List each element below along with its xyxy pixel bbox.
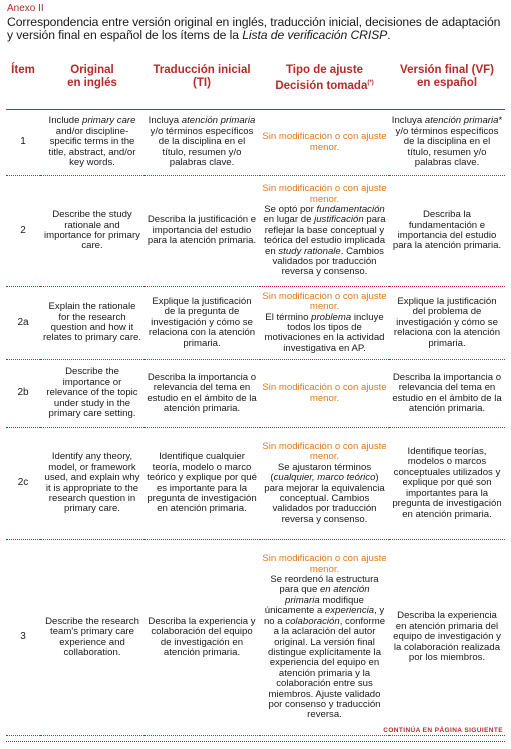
adjustment-status: Sin modificación o con ajuste menor. bbox=[262, 382, 387, 404]
original-english-cell: Describe the importance or relevance of the topic under study in the primary care setting. bbox=[40, 360, 144, 428]
version-final-cell: Explique la justificación del problema de investigación y cómo se relaciona con la atención primaria. bbox=[389, 287, 505, 360]
title-italic: Lista de verificación CRISP bbox=[242, 28, 388, 42]
adjustment-status: Sin modificación o con ajuste menor. bbox=[262, 440, 387, 463]
table-row bbox=[6, 360, 505, 428]
traduccion-inicial-cell: Explique la justificación de la pregunta de investigación y cómo se relaciona con la atención primaria. bbox=[144, 287, 260, 360]
header-tipo-footnote-mark: (*) bbox=[367, 80, 374, 86]
header-tipo-ajuste bbox=[260, 60, 389, 110]
tipo-ajuste-cell bbox=[260, 428, 389, 540]
item-number: 2c bbox=[6, 428, 40, 540]
item-number: 2a bbox=[6, 287, 40, 360]
tipo-ajuste-cell bbox=[260, 110, 389, 176]
correspondence-table bbox=[6, 60, 505, 736]
header-original-line1: Original bbox=[70, 64, 114, 76]
original-english-cell: Describe the research team's primary care experience and collaboration. bbox=[40, 540, 144, 736]
title-end: . bbox=[387, 28, 391, 42]
traduccion-inicial-cell: Identifique cualquier teoría, modelo o marco teórico y explique por qué es importante para la pregunta de investigación en atención primaria. bbox=[144, 428, 260, 540]
version-final-cell: Describa la experiencia en atención primaria del equipo de investigación y la colaboración realizada por los miembros. bbox=[389, 540, 505, 736]
decision-text: Se ajustaron términos (cualquier, marco teórico) para mejorar la equivalencia conceptual. Cambios validados por traducción reversa y consenso. bbox=[264, 461, 385, 525]
final-italic-term: atención primaria bbox=[424, 115, 499, 127]
tipo-ajuste-cell bbox=[260, 287, 389, 360]
decision-italic-term: problema bbox=[311, 311, 352, 323]
traduccion-inicial-cell: Incluya atención primaria y/o términos específicos de la disciplina en el título, resumen y/o palabras clave. bbox=[144, 110, 260, 176]
original-english-cell: Describe the study rationale and importance for primary care. bbox=[40, 176, 144, 287]
tipo-ajuste-cell bbox=[260, 360, 389, 428]
tipo-ajuste-cell bbox=[260, 176, 389, 287]
header-item bbox=[6, 60, 40, 110]
decision-italic-term: study rationale bbox=[278, 245, 341, 257]
header-final-line1: Versión final (VF) bbox=[400, 64, 494, 76]
decision-italic-term: experiencia bbox=[325, 605, 375, 617]
title-text: Correspondencia entre versión original en inglés, traducción inicial, decisiones de adaptación y versión final en español de los ítems de la bbox=[7, 15, 501, 42]
header-original-line2: en inglés bbox=[67, 77, 117, 89]
traduccion-inicial-cell: Describa la importancia o relevancia del tema en estudio en el ámbito de la atención primaria. bbox=[144, 360, 260, 428]
adjustment-status: Sin modificación o con ajuste menor. bbox=[262, 553, 387, 575]
table-row bbox=[6, 428, 505, 540]
version-final-cell: Incluya atención primaria* y/o términos específicos de la disciplina en el título, resumen y/o palabras clave. bbox=[389, 110, 505, 176]
item-number: 1 bbox=[6, 110, 40, 176]
header-original bbox=[40, 60, 144, 110]
header-final-line2: en español bbox=[416, 77, 478, 89]
continues-next-page-note: CONTINÚA EN PÁGINA SIGUIENTE bbox=[383, 727, 503, 734]
header-traduccion-line1: Traducción inicial bbox=[153, 64, 251, 76]
table-row bbox=[6, 110, 505, 176]
header-tipo-line2: Decisión tomada bbox=[275, 79, 368, 92]
table-header-row bbox=[6, 60, 505, 110]
bottom-divider bbox=[6, 741, 505, 742]
table-row bbox=[6, 176, 505, 287]
traduccion-inicial-cell: Describa la experiencia y colaboración del equipo de investigación en atención primaria. bbox=[144, 540, 260, 736]
original-english-cell: Identify any theory, model, or framework used, and explain why it is appropriate to the research question in primary care. bbox=[40, 428, 144, 540]
header-item-label: Ítem bbox=[11, 64, 35, 76]
item-number: 3 bbox=[6, 540, 40, 736]
header-traduccion-line2: (TI) bbox=[193, 77, 211, 89]
header-version-final bbox=[389, 60, 505, 110]
version-final-cell: Identifique teorías, modelos o marcos conceptuales utilizados y explique por qué son importantes para la pregunta de investigación en atención primaria. bbox=[389, 428, 505, 540]
decision-text: Se reordenó la estructura para que en atención primaria modifique únicamente a experiencia, y no a colaboración, conforme a la aclaración del autor original. La versión final distingue explícitamente la experiencia del equipo en atención primaria y la colaboración entre sus miembros. Ajuste validado por consenso y traducción reversa. bbox=[263, 574, 386, 721]
version-final-cell: Describa la importancia o relevancia del tema en estudio en el ámbito de la atención primaria. bbox=[389, 360, 505, 428]
traduccion-inicial-cell: Describa la justificación e importancia del estudio para la atención primaria. bbox=[144, 176, 260, 287]
item-number: 2 bbox=[6, 176, 40, 287]
decision-italic-term: justificación bbox=[314, 214, 364, 226]
adjustment-status: Sin modificación o con ajuste menor. bbox=[262, 290, 387, 313]
table-title bbox=[7, 16, 507, 42]
tipo-ajuste-cell bbox=[260, 540, 389, 736]
header-traduccion bbox=[144, 60, 260, 110]
original-english-cell: Include primary care and/or discipline-specific terms in the title, abstract, and/or key words. bbox=[40, 110, 144, 176]
adjustment-status: Sin modificación o con ajuste menor. bbox=[262, 183, 387, 205]
header-tipo-line1: Tipo de ajuste bbox=[285, 64, 364, 76]
original-english-cell: Explain the rationale for the research question and how it relates to primary care. bbox=[40, 287, 144, 360]
table-row bbox=[6, 540, 505, 736]
decision-text: Se optó por fundamentación en lugar de justificación para reflejar la base conceptual y teórica del estudio implicada en study rationale. Cambios validados por traducción reversa y consenso. bbox=[263, 203, 386, 278]
decision-italic-term: cualquier, marco teórico bbox=[273, 472, 376, 484]
table-row bbox=[6, 287, 505, 360]
original-italic-term: primary care bbox=[82, 115, 136, 127]
annex-label: Anexo II bbox=[7, 3, 44, 14]
version-final-cell: Describa la fundamentación e importancia del estudio para la atención primaria. bbox=[389, 176, 505, 287]
decision-text: El término problema incluye todos los tipos de motivaciones en la actividad investigativa en AP. bbox=[264, 311, 385, 354]
decision-italic-term: colaboración bbox=[285, 615, 340, 627]
adjustment-status: Sin modificación o con ajuste menor. bbox=[262, 131, 387, 153]
decision-italic-term: en atención primaria bbox=[285, 584, 370, 606]
decision-italic-term: fundamentación bbox=[316, 203, 385, 215]
traduccion-italic-term: atención primaria bbox=[181, 115, 256, 127]
item-number: 2b bbox=[6, 360, 40, 428]
